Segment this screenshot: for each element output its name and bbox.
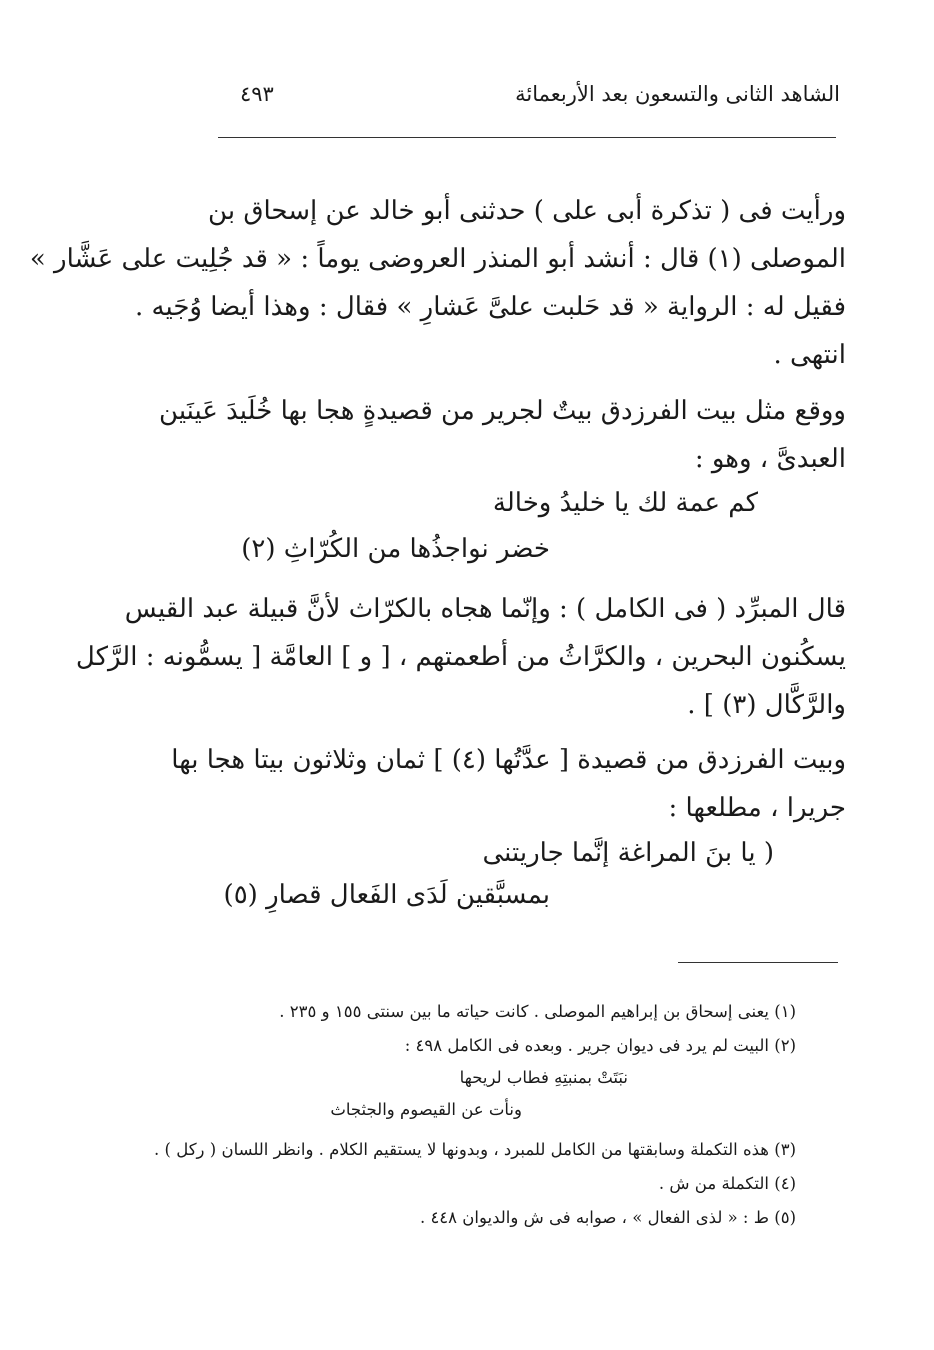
header-divider	[218, 137, 836, 138]
page-number: ٤٩٣	[240, 82, 274, 106]
footnote-2-verse-hemistich-1: نبَتَتْ بمنبتِهِ فطاب لريحها	[459, 1068, 628, 1087]
paragraph-1-line-3: فقيل له : الرواية « قد حَلبت علىَّ عَشارِ » فقال : وهذا أيضا وُجَيه .	[135, 292, 846, 322]
paragraph-2-line-2: العبدىَّ ، وهو :	[694, 444, 846, 474]
paragraph-3-line-2: يسكُنون البحرين ، والكرَّاثُ من أطعمتهم ، [ و ] العامَّة [ يسمُّونه : الرَّكل	[75, 642, 846, 672]
paragraph-3-line-3: والرَّكَّال (٣) ] .	[687, 690, 846, 720]
verse-2-hemistich-1: ( يا بنَ المراغة إنَّما جاريتنى	[482, 838, 774, 868]
verse-2-hemistich-2: بمسبَّقين لَدَى الفَعال قصارِ (٥)	[223, 880, 550, 910]
footnote-5: (٥) ط : « لذى الفعال » ، صوابه فى ش والديوان ٤٤٨ .	[419, 1208, 796, 1227]
verse-1-hemistich-2: خضر نواجذُها من الكُرّاثِ (٢)	[241, 534, 550, 564]
footnote-1: (١) يعنى إسحاق بن إبراهيم الموصلى . كانت حياته ما بين سنتى ١٥٥ و ٢٣٥ .	[279, 1002, 796, 1021]
running-header-title: الشاهد الثانى والتسعون بعد الأربعمائة	[515, 82, 840, 106]
footnote-2: (٢) البيت لم يرد فى ديوان جرير . وبعده فى الكامل ٤٩٨ :	[404, 1036, 796, 1055]
footnote-4: (٤) التكملة من ش .	[658, 1174, 796, 1193]
paragraph-1-line-1: ورأيت فى ( تذكرة أبى على ) حدثنى أبو خالد عن إسحاق بن	[208, 196, 846, 226]
paragraph-3-line-1: قال المبرِّد ( فى الكامل ) : وإنّما هجاه بالكرّاث لأنَّ قبيلة عبد القيس	[124, 594, 846, 624]
verse-1-hemistich-1: كم عمة لك يا خليدُ وخالة	[492, 488, 758, 518]
paragraph-4-line-1: وبيت الفرزدق من قصيدة [ عدَّتُها (٤) ] ثمان وثلاثون بيتا هجا بها	[171, 745, 846, 775]
paragraph-1-line-2: الموصلى (١) قال : أنشد أبو المنذر العروضى يوماً : « قد جُلِيت على عَشَّار »	[29, 244, 846, 274]
paragraph-2-line-1: ووقع مثل بيت الفرزدق بيتٌ لجرير من قصيدةٍ هجا بها خُلَيدَ عَينَين	[159, 396, 846, 426]
footnote-2-verse-hemistich-2: ونأت عن القيصوم والجثجاث	[330, 1100, 522, 1119]
footnote-3: (٣) هذه التكملة وسابقتها من الكامل للمبرد ، وبدونها لا يستقيم الكلام . وانظر اللسان ( ركل ) .	[154, 1140, 796, 1159]
paragraph-1-line-4: انتهى .	[773, 340, 846, 370]
paragraph-4-line-2: جريرا ، مطلعها :	[668, 793, 846, 823]
footnote-divider	[678, 962, 838, 963]
